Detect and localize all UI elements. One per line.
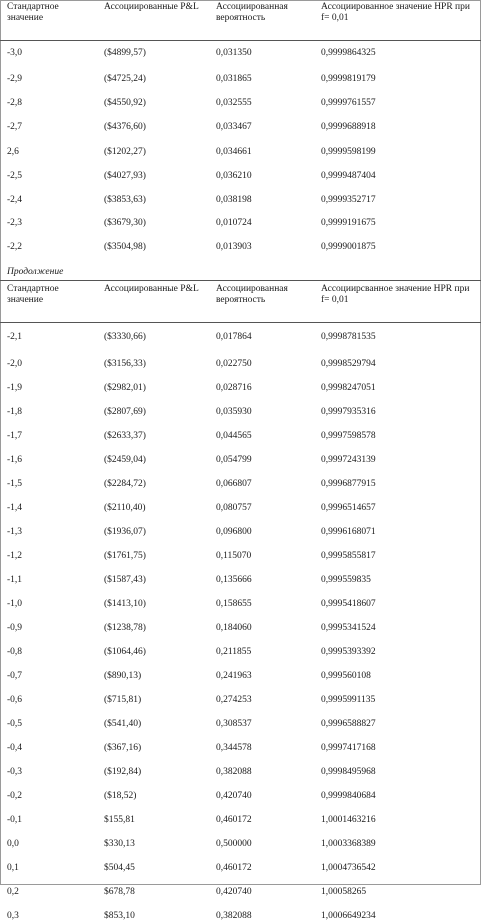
cell-associated-hpr: 0,9997243139 — [321, 455, 376, 465]
cell-associated-probability: 0,044565 — [216, 431, 252, 441]
table-row — [0, 46, 481, 60]
cell-associated-pl: ($1202,27) — [104, 147, 146, 157]
header-associated-pl: Ассоциированные P&L — [104, 2, 199, 12]
table-row — [0, 837, 481, 851]
cell-associated-probability: 0,010724 — [216, 218, 252, 228]
cell-associated-hpr: 0,9999191675 — [321, 218, 376, 228]
table-row — [0, 216, 481, 230]
cell-associated-probability: 0,420740 — [216, 791, 252, 801]
cell-associated-hpr: 0,9998529794 — [321, 359, 376, 369]
cell-associated-probability: 0,308537 — [216, 719, 252, 729]
cell-associated-pl: ($2459,04) — [104, 455, 146, 465]
table-row — [0, 789, 481, 803]
cell-associated-pl: ($1587,43) — [104, 575, 146, 585]
cell-standard-value: 2,6 — [7, 147, 19, 157]
header-associated-probability: Ассоциированная вероятность — [216, 2, 288, 23]
cell-standard-value: -1,3 — [7, 527, 23, 537]
table-row — [0, 96, 481, 110]
cell-associated-pl: $330,13 — [104, 839, 135, 849]
cell-associated-hpr: 0,9997935316 — [321, 407, 376, 417]
cell-associated-hpr: 0,9998781535 — [321, 332, 376, 342]
cell-associated-probability: 0,241963 — [216, 671, 252, 681]
cell-associated-probability: 0,031350 — [216, 48, 252, 58]
cell-associated-hpr: 0,9996588827 — [321, 719, 376, 729]
cell-associated-probability: 0,184060 — [216, 623, 252, 633]
table-row — [0, 645, 481, 659]
cell-associated-pl: $853,10 — [104, 911, 135, 921]
cell-associated-hpr: 0,9999840684 — [321, 791, 376, 801]
cell-associated-probability: 0,500000 — [216, 839, 252, 849]
cell-associated-hpr: 0,9998247051 — [321, 383, 376, 393]
table-row — [0, 193, 481, 207]
cell-associated-pl: ($3330,66) — [104, 332, 146, 342]
cell-associated-pl: $155,81 — [104, 815, 135, 825]
cell-standard-value: 0,2 — [7, 887, 19, 897]
cell-associated-probability: 0,158655 — [216, 599, 252, 609]
header-associated-probability: Ассоциированная вероятность — [216, 284, 288, 305]
cell-standard-value: -2,7 — [7, 122, 23, 132]
cell-associated-probability: 0,096800 — [216, 527, 252, 537]
header-standard-value: Стандартное значение — [7, 2, 59, 23]
table-row — [0, 453, 481, 467]
cell-associated-pl: ($4550,92) — [104, 98, 146, 108]
cell-associated-probability: 0,034661 — [216, 147, 252, 157]
cell-standard-value: -1,2 — [7, 551, 23, 561]
cell-associated-probability: 0,013903 — [216, 242, 252, 252]
cell-associated-hpr: 0,999560108 — [321, 671, 371, 681]
cell-associated-hpr: 0,9999761557 — [321, 98, 376, 108]
table-header — [0, 280, 481, 323]
cell-associated-probability: 0,115070 — [216, 551, 252, 561]
table-header — [0, 0, 481, 41]
table-row — [0, 145, 481, 159]
cell-standard-value: -0,4 — [7, 743, 23, 753]
cell-standard-value: -0,5 — [7, 719, 23, 729]
table-row — [0, 621, 481, 635]
cell-standard-value: -2,8 — [7, 98, 23, 108]
table-row — [0, 741, 481, 755]
cell-associated-probability: 0,036210 — [216, 171, 252, 181]
cell-associated-hpr: 0,9995393392 — [321, 647, 376, 657]
cell-associated-pl: ($2807,69) — [104, 407, 146, 417]
cell-associated-hpr: 0,9995991135 — [321, 695, 376, 705]
table-row — [0, 330, 481, 344]
table-row — [0, 357, 481, 371]
cell-associated-pl: ($1413,10) — [104, 599, 146, 609]
cell-associated-probability: 0,032555 — [216, 98, 252, 108]
cell-associated-probability: 0,038198 — [216, 195, 252, 205]
cell-associated-hpr: 0,9998495968 — [321, 767, 376, 777]
cell-associated-hpr: 0,9997417168 — [321, 743, 376, 753]
cell-associated-hpr: 0,9999487404 — [321, 171, 376, 181]
table-row — [0, 525, 481, 539]
table-row — [0, 405, 481, 419]
cell-standard-value: -0,9 — [7, 623, 23, 633]
cell-associated-pl: ($18,52) — [104, 791, 137, 801]
cell-standard-value: -2,1 — [7, 332, 23, 342]
table-row — [0, 477, 481, 491]
cell-associated-hpr: 0,9997598578 — [321, 431, 376, 441]
cell-standard-value: -2,2 — [7, 242, 23, 252]
cell-associated-probability: 0,033467 — [216, 122, 252, 132]
table-row — [0, 717, 481, 731]
cell-associated-pl: ($1064,46) — [104, 647, 146, 657]
continuation-label: Продолжение — [7, 267, 64, 277]
cell-standard-value: 0,1 — [7, 863, 19, 873]
cell-associated-hpr: 0,9996877915 — [321, 479, 376, 489]
cell-standard-value: -2,3 — [7, 218, 23, 228]
cell-standard-value: -1,4 — [7, 503, 23, 513]
cell-associated-pl: ($3679,30) — [104, 218, 146, 228]
cell-standard-value: -1,6 — [7, 455, 23, 465]
table-row — [0, 765, 481, 779]
hpr-table-part-2 — [0, 280, 481, 921]
cell-associated-probability: 0,274253 — [216, 695, 252, 705]
cell-associated-pl: ($2633,37) — [104, 431, 146, 441]
cell-standard-value: -2,0 — [7, 359, 23, 369]
table-row — [0, 240, 481, 254]
cell-associated-pl: ($1936,07) — [104, 527, 146, 537]
cell-associated-pl: ($2982,01) — [104, 383, 146, 393]
cell-associated-hpr: 0,9995341524 — [321, 623, 376, 633]
cell-associated-pl: ($192,84) — [104, 767, 142, 777]
cell-standard-value: -0,6 — [7, 695, 23, 705]
cell-associated-hpr: 0,9999864325 — [321, 48, 376, 58]
cell-associated-hpr: 1,0006649234 — [321, 911, 376, 921]
cell-associated-pl: ($2284,72) — [104, 479, 146, 489]
cell-standard-value: -3,0 — [7, 48, 23, 58]
cell-associated-hpr: 0,9995418607 — [321, 599, 376, 609]
table-row — [0, 381, 481, 395]
cell-associated-pl: ($4376,60) — [104, 122, 146, 132]
table-row — [0, 573, 481, 587]
cell-associated-hpr: 0,9999352717 — [321, 195, 376, 205]
cell-standard-value: -0,2 — [7, 791, 23, 801]
cell-standard-value: -1,9 — [7, 383, 23, 393]
cell-standard-value: -0,3 — [7, 767, 23, 777]
table-row — [0, 597, 481, 611]
cell-standard-value: 0,0 — [7, 839, 19, 849]
cell-associated-pl: ($367,16) — [104, 743, 142, 753]
cell-standard-value: -2,5 — [7, 171, 23, 181]
cell-associated-hpr: 0,9996168071 — [321, 527, 376, 537]
cell-associated-probability: 0,135666 — [216, 575, 252, 585]
cell-standard-value: -1,7 — [7, 431, 23, 441]
cell-associated-probability: 0,066807 — [216, 479, 252, 489]
table-row — [0, 429, 481, 443]
cell-associated-probability: 0,022750 — [216, 359, 252, 369]
cell-standard-value: 0,3 — [7, 911, 19, 921]
table-row — [0, 885, 481, 899]
cell-associated-hpr: 1,0003368389 — [321, 839, 376, 849]
cell-associated-probability: 0,460172 — [216, 863, 252, 873]
cell-associated-hpr: 0,9999688918 — [321, 122, 376, 132]
table-row — [0, 813, 481, 827]
cell-associated-probability: 0,080757 — [216, 503, 252, 513]
cell-associated-pl: ($4899,57) — [104, 48, 146, 58]
cell-associated-pl: ($890,13) — [104, 671, 142, 681]
cell-associated-probability: 0,382088 — [216, 911, 252, 921]
cell-associated-probability: 0,460172 — [216, 815, 252, 825]
header-associated-hpr: Ассоциирсванное значение HPR при f= 0,01 — [321, 284, 470, 305]
cell-associated-pl: $678,78 — [104, 887, 135, 897]
cell-associated-probability: 0,211855 — [216, 647, 252, 657]
cell-associated-pl: ($3156,33) — [104, 359, 146, 369]
cell-associated-probability: 0,344578 — [216, 743, 252, 753]
table-row — [0, 861, 481, 875]
table-row — [0, 501, 481, 515]
cell-associated-pl: ($4027,93) — [104, 171, 146, 181]
cell-standard-value: -2,9 — [7, 74, 23, 84]
cell-associated-probability: 0,031865 — [216, 74, 252, 84]
cell-associated-hpr: 1,0001463216 — [321, 815, 376, 825]
cell-standard-value: -0,8 — [7, 647, 23, 657]
cell-associated-pl: ($715,81) — [104, 695, 142, 705]
hpr-table-part-1 — [0, 0, 481, 252]
cell-associated-probability: 0,028716 — [216, 383, 252, 393]
cell-standard-value: -1,0 — [7, 599, 23, 609]
cell-associated-hpr: 0,9999001875 — [321, 242, 376, 252]
cell-associated-hpr: 1,0004736542 — [321, 863, 376, 873]
cell-standard-value: -0,7 — [7, 671, 23, 681]
cell-standard-value: -1,1 — [7, 575, 23, 585]
cell-associated-probability: 0,420740 — [216, 887, 252, 897]
cell-standard-value: -2,4 — [7, 195, 23, 205]
cell-standard-value: -1,5 — [7, 479, 23, 489]
cell-associated-hpr: 0,9995855817 — [321, 551, 376, 561]
cell-associated-pl: ($2110,40) — [104, 503, 146, 513]
cell-associated-hpr: 0,9996514657 — [321, 503, 376, 513]
table-row — [0, 909, 481, 923]
header-associated-pl: Ассоциированные P&L — [104, 284, 199, 294]
table-row — [0, 693, 481, 707]
cell-associated-pl: ($1238,78) — [104, 623, 146, 633]
cell-associated-probability: 0,017864 — [216, 332, 252, 342]
cell-associated-probability: 0,054799 — [216, 455, 252, 465]
table-row — [0, 669, 481, 683]
table-row — [0, 169, 481, 183]
cell-associated-hpr: 1,00058265 — [321, 887, 367, 897]
cell-associated-hpr: 0,9999819179 — [321, 74, 376, 84]
cell-associated-probability: 0,382088 — [216, 767, 252, 777]
table-row — [0, 120, 481, 134]
cell-standard-value: -1,8 — [7, 407, 23, 417]
table-row — [0, 72, 481, 86]
cell-associated-pl: $504,45 — [104, 863, 135, 873]
cell-associated-pl: ($1761,75) — [104, 551, 146, 561]
table-row — [0, 549, 481, 563]
cell-associated-hpr: 0,9999598199 — [321, 147, 376, 157]
cell-associated-pl: ($3853,63) — [104, 195, 146, 205]
cell-standard-value: -0,1 — [7, 815, 23, 825]
cell-associated-probability: 0,035930 — [216, 407, 252, 417]
cell-associated-pl: ($3504,98) — [104, 242, 146, 252]
header-associated-hpr: Ассоциированное значение HPR при f= 0,01 — [321, 2, 470, 23]
cell-associated-pl: ($4725,24) — [104, 74, 146, 84]
cell-associated-pl: ($541,40) — [104, 719, 142, 729]
cell-associated-hpr: 0,999559835 — [321, 575, 371, 585]
header-standard-value: Стандартное значение — [7, 284, 59, 305]
